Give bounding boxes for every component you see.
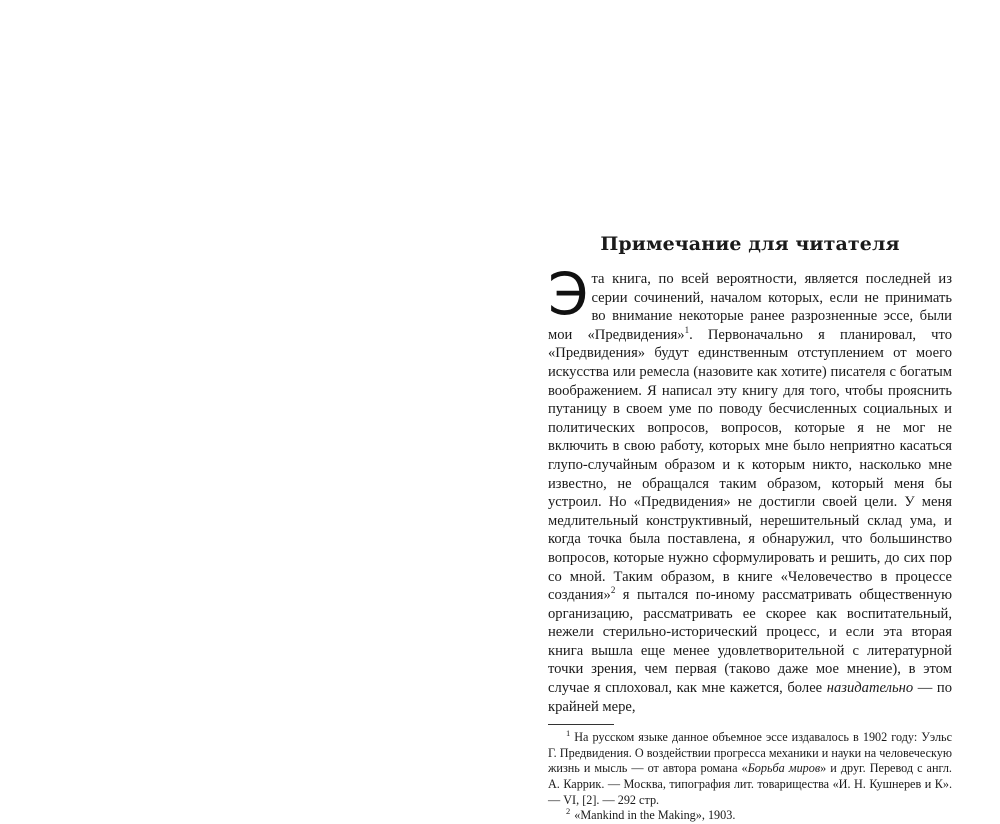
footnote-marker: 2 (566, 806, 571, 817)
footnote-text: На русском языке данное объемное эссе издавалось в 1902 году: Уэльс Г. Предвидения. О воздействии прогресса механики и науки на человеческую жизнь и мысль — от автора романа « (548, 730, 952, 776)
footnote-italic: Борьба миров (747, 761, 821, 776)
footnote-2 (548, 808, 952, 824)
footnote-text: «Mankind in the Making», 1903. (574, 808, 736, 823)
footnote-1 (548, 730, 952, 808)
right-page (548, 230, 952, 824)
drop-cap: Э (548, 260, 589, 328)
body-text-end: я пытался по-иному рассматривать общественную организацию, рассматривать ее скорее как воспитательный, нежели стерильно-исторический процесс, и если эта вторая книга вышла еще менее удовлетворительной с литературной точки зрения, чем первая (таково даже мое мнение), в этом случае я сплоховал, как мне кажется, более (548, 587, 952, 697)
page-title: Примечание для читателя (600, 233, 900, 255)
body-text-start: та книга, по всей вероятности, является последней из серии сочинений, началом которых, если не принимать во внимание некоторые ранее разрозненные эссе, были мои «Предвидения» (548, 271, 952, 343)
footnote-text: » и друг. Перевод с англ. А. Каррик. — Москва, типография лит. товарищества «И. Н. Кушнерев и К». — VI, [2]. — 292 стр. (548, 761, 952, 807)
footnote-ref-2[interactable]: 2 (610, 585, 616, 596)
footnote-marker: 1 (566, 728, 571, 739)
body-text-middle: . Первоначально я планировал, что «Предвидения» будут единственным отступлением от моего искусства или ремесла (назовите как хотите) писателя с богатым воображением. Я написал эту книгу для того, чтобы прояснить путаницу в своем уме по поводу бесчисленных социальных и политических вопросов, вопросов, которые я не мог не включить в свою работу, которых мне было неприятно касаться глупо-случайным образом и к которым никто, насколько мне известно, не обращался таким образом, который меня бы устроил. Но «Предвидения» не достигли своей цели. У меня медлительный конструктивный, нерешительный склад ума, и когда точка была поставлена, я обнаружил, что большинство вопросов, которые нужно сформулировать и решить, до сих пор со мной. Таким образом, в книге «Человечество в процессе создания» (548, 326, 952, 604)
body-paragraph (548, 260, 952, 716)
left-page-blank (0, 0, 500, 768)
body-emphasis: назидательно (826, 680, 914, 697)
body-text-tail: — по крайней мере, (548, 680, 952, 715)
footnote-ref-1[interactable]: 1 (684, 324, 690, 335)
footnote-divider (548, 724, 614, 725)
